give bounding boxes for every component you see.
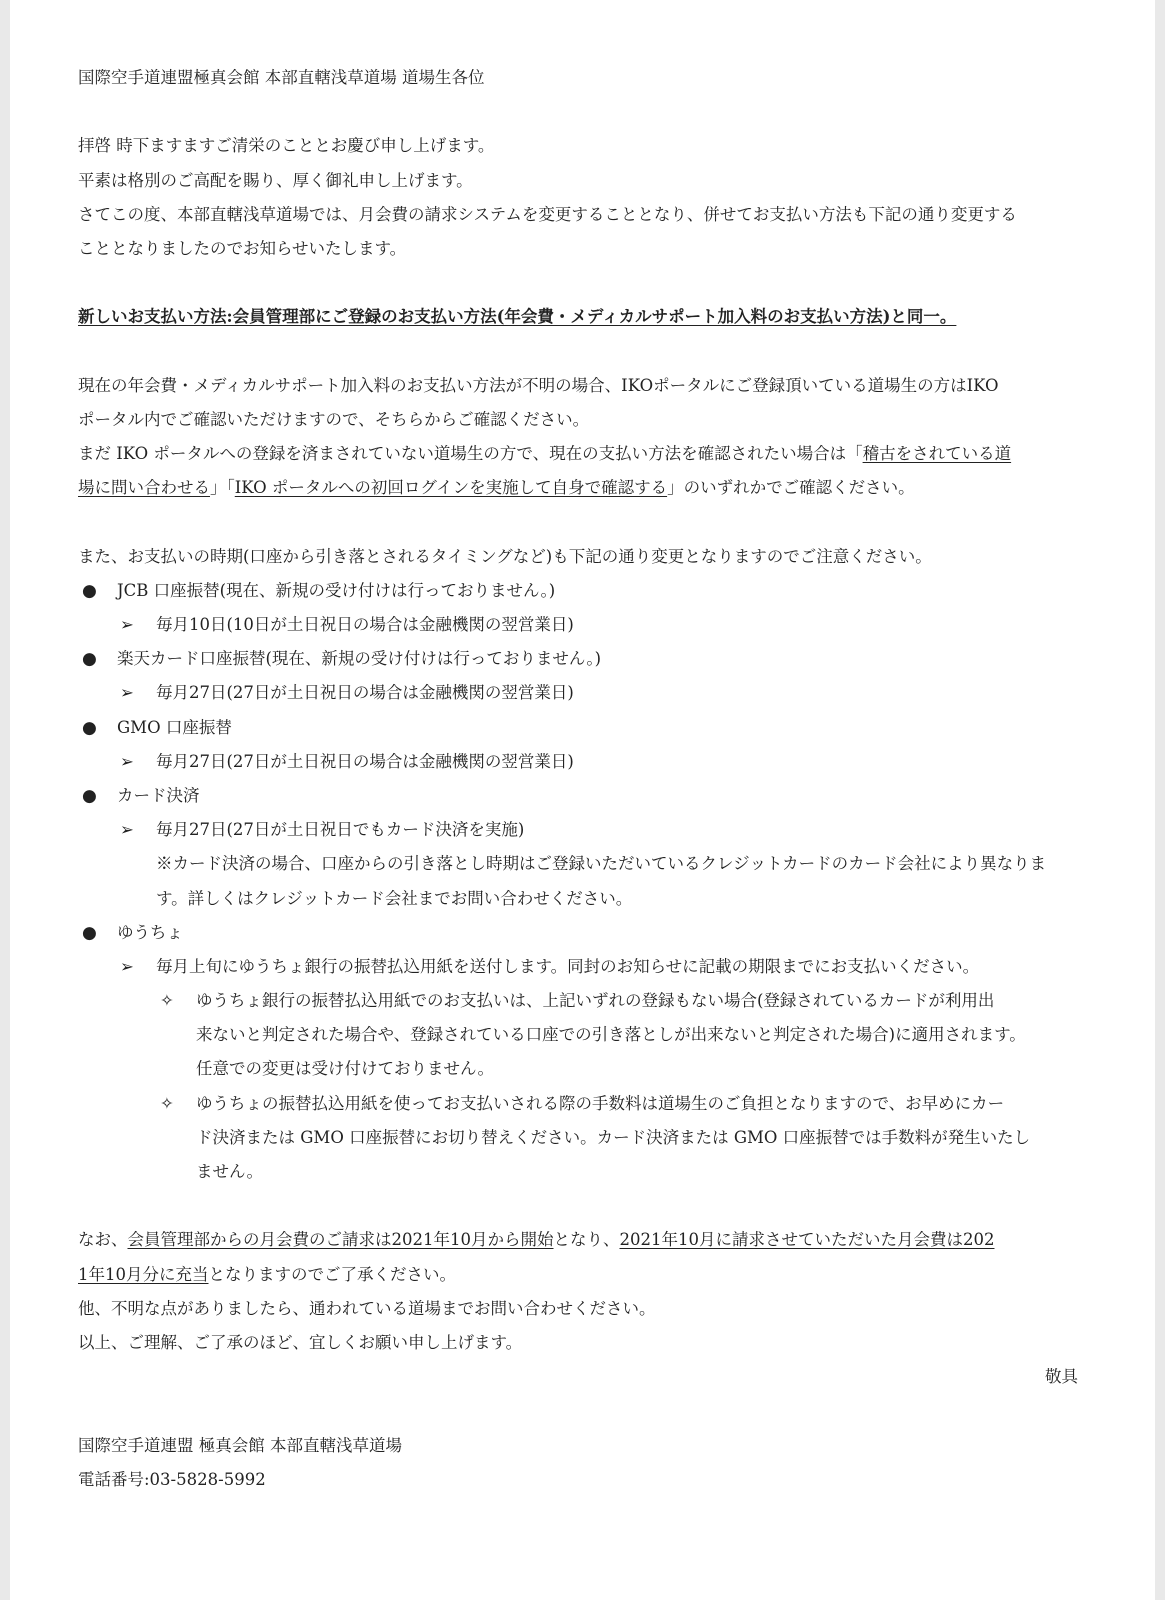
bullet-icon: ● <box>82 580 97 601</box>
portal-login-link: IKO ポータルへの初回ログインを実施して自身で確認する <box>234 478 668 498</box>
method-name: ゆうちょ <box>117 922 183 942</box>
confirm-line <box>78 471 1078 505</box>
method-name: カード決済 <box>117 785 200 805</box>
subnote: ません。 <box>196 1162 263 1181</box>
arrow-icon: ➢ <box>120 751 134 771</box>
text: となり、 <box>553 1230 620 1250</box>
billing-apply-note: 2021年10月に請求させていただいた月会費は202 <box>619 1230 995 1250</box>
subnote: 任意での変更は受け付けておりません。 <box>196 1059 494 1079</box>
subnote: ゆうちょ銀行の振替払込用紙でのお支払いは、上記いずれの登録もない場合(登録されているカードが利用出 <box>196 991 995 1011</box>
method-name: 楽天カード口座振替(現在、新規の受け付けは行っておりません。) <box>117 649 602 669</box>
arrow-icon: ➢ <box>120 683 134 703</box>
method-name: GMO 口座振替 <box>117 717 232 737</box>
text: なお、 <box>78 1230 128 1250</box>
contact-dojo-link: 稽古をされている道 <box>862 444 1012 464</box>
text: 」「 <box>210 478 235 498</box>
greeting-line: 平素は格別のご高配を賜り、厚く御礼申し上げます。 <box>78 170 473 190</box>
closing-line <box>78 1258 1078 1292</box>
contact-dojo-link: 場に問い合わせる <box>78 478 210 498</box>
arrow-icon: ➢ <box>120 956 134 976</box>
closing-line: 他、不明な点がありましたら、通われている道場までお問い合わせください。 <box>78 1298 656 1318</box>
text: 」のいずれかでご確認ください。 <box>667 478 915 498</box>
billing-apply-note: 1年10月分に充当 <box>78 1264 209 1284</box>
method-name: JCB 口座振替(現在、新規の受け付けは行っておりません。) <box>117 580 556 600</box>
bullet-icon: ● <box>82 649 97 670</box>
text: となりますのでご了承ください。 <box>208 1264 456 1284</box>
method-timing: 毎月27日(27日が土日祝日の場合は金融機関の翌営業日) <box>156 683 574 703</box>
bullet-icon: ● <box>82 717 97 738</box>
signature-org: 国際空手道連盟 極真会館 本部直轄浅草道場 <box>78 1435 402 1455</box>
closing-line: 以上、ご理解、ご了承のほど、宜しくお願い申し上げます。 <box>78 1332 523 1352</box>
method-timing: 毎月27日(27日が土日祝日でもカード決済を実施) <box>156 820 525 840</box>
bullet-icon: ● <box>82 785 97 806</box>
method-item <box>78 642 1078 676</box>
subnote: 来ないと判定された場合や、登録されている口座での引き落としが出来ないと判定された場合)に適用されます。 <box>196 1025 1026 1045</box>
confirm-line: 現在の年会費・メディカルサポート加入料のお支払い方法が不明の場合、IKOポータルにご登録頂いている道場生の方はIKO <box>78 375 999 395</box>
arrow-icon: ➢ <box>120 820 134 840</box>
text: まだ IKO ポータルへの登録を済まされていない道場生の方で、現在の支払い方法を確認されたい場合は「 <box>78 444 863 464</box>
arrow-icon: ➢ <box>120 615 134 634</box>
letter-body <box>78 61 1078 1497</box>
keigu: 敬具 <box>1045 1367 1078 1387</box>
card-note: す。詳しくはクレジットカード会社までお問い合わせください。 <box>156 888 633 908</box>
greeting-line: さてこの度、本部直轄浅草道場では、月会費の請求システムを変更することとなり、併せてお支払い方法も下記の通り変更する <box>78 204 1017 224</box>
confirm-line: ポータル内でご確認いただけますので、そちらからご確認ください。 <box>78 409 590 429</box>
document-page <box>10 0 1155 1600</box>
confirm-line <box>78 437 1078 471</box>
bullet-icon: ● <box>82 922 97 943</box>
subnote: ゆうちょの振替払込用紙を使ってお支払いされる際の手数料は道場生のご負担となりますので、お早めにカー <box>196 1093 1005 1113</box>
headline: 新しいお支払い方法:会員管理部にご登録のお支払い方法(年会費・メディカルサポート加入料のお支払い方法)と同一。 <box>78 307 957 327</box>
greeting-line: 拝啓 時下ますますご清栄のこととお慶び申し上げます。 <box>78 136 495 156</box>
method-item <box>78 574 1078 608</box>
subnote: ド決済または GMO 口座振替にお切り替えください。カード決済または GMO 口座振替では手数料が発生いたし <box>196 1127 1031 1147</box>
card-note: ※カード決済の場合、口座からの引き落とし時期はご登録いただいているクレジットカードのカード会社により異なりま <box>156 854 1047 874</box>
method-timing: 毎月上旬にゆうちょ銀行の振替払込用紙を送付します。同封のお知らせに記載の期限までにお支払いください。 <box>156 956 980 976</box>
diamond-icon: ✧ <box>160 1093 174 1113</box>
signature-phone: 電話番号:03-5828-5992 <box>78 1469 266 1489</box>
greeting-line: こととなりましたのでお知らせいたします。 <box>78 238 407 258</box>
closing-line <box>78 1223 1078 1257</box>
method-timing: 毎月10日(10日が土日祝日の場合は金融機関の翌営業日) <box>156 615 574 634</box>
method-timing: 毎月27日(27日が土日祝日の場合は金融機関の翌営業日) <box>156 751 574 771</box>
method-item <box>78 779 1078 813</box>
timing-intro: また、お支払いの時期(口座から引き落とされるタイミングなど)も下記の通り変更となりますのでご注意ください。 <box>78 546 932 566</box>
diamond-icon: ✧ <box>160 991 174 1011</box>
method-item <box>78 711 1078 745</box>
billing-start-note: 会員管理部からの月会費のご請求は2021年10月から開始 <box>127 1230 554 1250</box>
method-item <box>78 916 1078 950</box>
addressee: 国際空手道連盟極真会館 本部直轄浅草道場 道場生各位 <box>78 68 485 87</box>
